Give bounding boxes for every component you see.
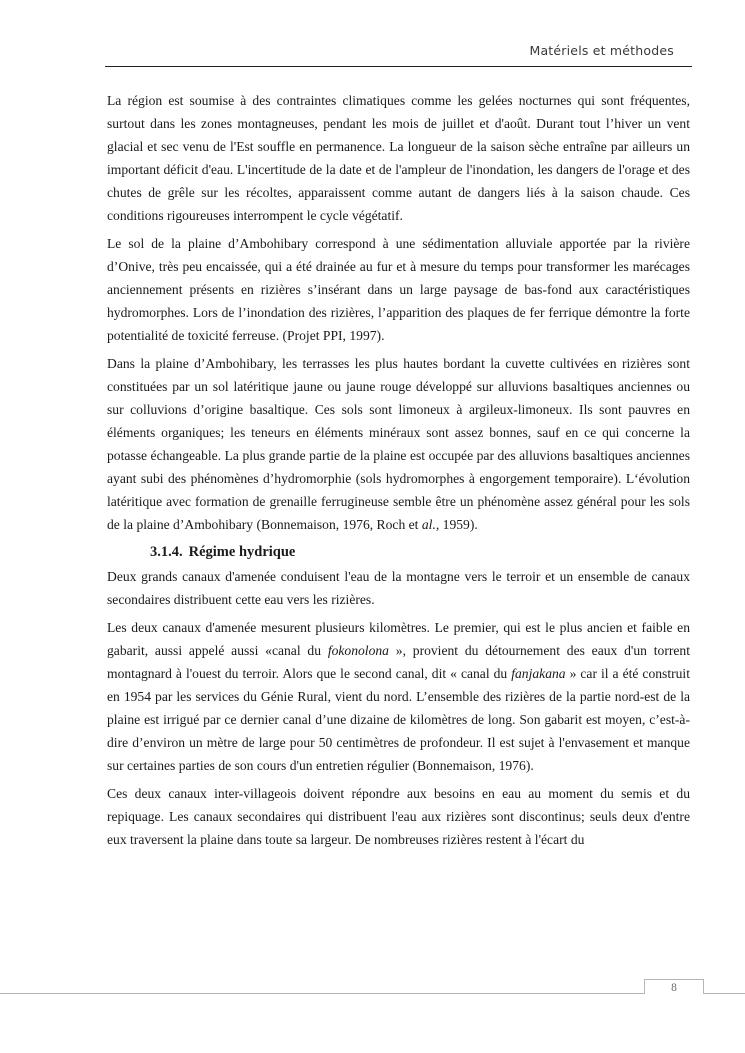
paragraph-secondary-canals: Ces deux canaux inter-villageois doivent répondre aux besoins en eau au moment du semis et du repiquage. Les canaux secondaires qui distribuent l'eau aux rizières sont discontinus; seuls deux d'entre eux traversent la plaine dans toute sa largeur. De nombreuses rizières restent à l'écart du <box>107 786 690 847</box>
paragraph-soil-terraces-text: Dans la plaine d’Ambohibary, les terrasses les plus hautes bordant la cuvette cultivées en rizières sont constituées par un sol latéritique jaune ou jaune rouge développé sur alluvions basaltiques anciennes ou sur colluvions d’origine basaltique. Ces sols sont limoneux à argileux-limoneux. Ils sont pauvres en éléments organiques; les teneurs en éléments minéraux sont assez bonnes, sauf en ce qui concerne la potasse échangeable. La plus grande partie de la plaine est occupée par des alluvions basaltiques anciennes ayant subi des phénomènes d’hydromorphie (sols hydromorphes à engorgement temporaire). L‘évolution latéritique avec formation de grenaille ferrugineuse semble être un phénomène assez général pour les sols de la plaine d’Ambohibary (Bonnemaison, 1976, Roch et <box>107 356 690 532</box>
page-number: 8 <box>671 982 677 994</box>
paragraph-soil-terraces <box>107 352 690 536</box>
paragraph-canals-intro: Deux grands canaux d'amenée conduisent l'eau de la montagne vers le terroir et un ensemble de canaux secondaires distribuent cette eau vers les rizières. <box>107 569 690 607</box>
paragraph-soil-plain: Le sol de la plaine d’Ambohibary correspond à une sédimentation alluviale apportée par la rivière d’Onive, très peu encaissée, qui a été drainée au fur et à mesure du temps pour transformer les marécages anciennement présents en rizières s’insérant dans un large paysage de bas-fond aux caractéristiques hydromorphes. Lors de l’inondation des rizières, l’apparition des plaques de fer ferrique démontre la forte potentialité de toxicité ferreuse. (Projet PPI, 1997). <box>107 236 690 343</box>
page-body <box>107 89 690 856</box>
paragraph-canals-detail-b: », provient du détournement des eaux d'un torrent montagnard à l'ouest du terroir. Alors que le second canal, dit « canal du <box>107 643 690 681</box>
header-divider <box>105 66 692 67</box>
section-heading-title: Régime hydrique <box>188 544 296 560</box>
term-fokonolona: fokonolona <box>327 643 389 658</box>
paragraph-canals-detail-c: » car il a été construit en 1954 par les services du Génie Rural, vient du nord. L’ensemble des rizières de la partie nord-est de la plaine est irrigué par ce dernier canal d’une dizaine de kilomètres de long. Son gabarit est moyen, c’est-à-dire d’environ un mètre de large pour 50 centimètres de profondeur. Il est sujet à l'envasement et manque sur certaines parties de son cours d'un entretien régulier (Bonnemaison, 1976). <box>107 666 690 773</box>
citation-et-al: al. <box>421 517 436 532</box>
paragraph-climate: La région est soumise à des contraintes climatiques comme les gelées nocturnes qui sont fréquentes, surtout dans les zones montagneuses, pendant les mois de juillet et d'août. Durant tout l’hiver un vent glacial et sec venu de l'Est souffle en permanence. La longueur de la saison sèche entraîne par ailleurs un important déficit d'eau. L'incertitude de la date et de l'ampleur de l'inondation, les dangers de l'orage et des chutes de grêle sur les récoltes, apparaissent comme autant de dangers liés à la saison chaude. Ces conditions rigoureuses interrompent le cycle végétatif. <box>107 93 690 223</box>
term-fanjakana: fanjakana <box>511 666 566 681</box>
footer-divider <box>0 993 745 994</box>
paragraph-canals-detail <box>107 616 690 777</box>
section-heading <box>150 541 690 563</box>
section-heading-number: 3.1.4. <box>150 544 183 560</box>
paragraph-canals-detail-a: Les deux canaux d'amenée mesurent plusieurs kilomètres. Le premier, qui est le plus ancien et faible en gabarit, aussi appelé aussi «canal du <box>107 620 690 658</box>
paragraph-soil-terraces-tail: , 1959). <box>435 517 478 532</box>
running-header: Matériels et méthodes <box>529 43 674 58</box>
